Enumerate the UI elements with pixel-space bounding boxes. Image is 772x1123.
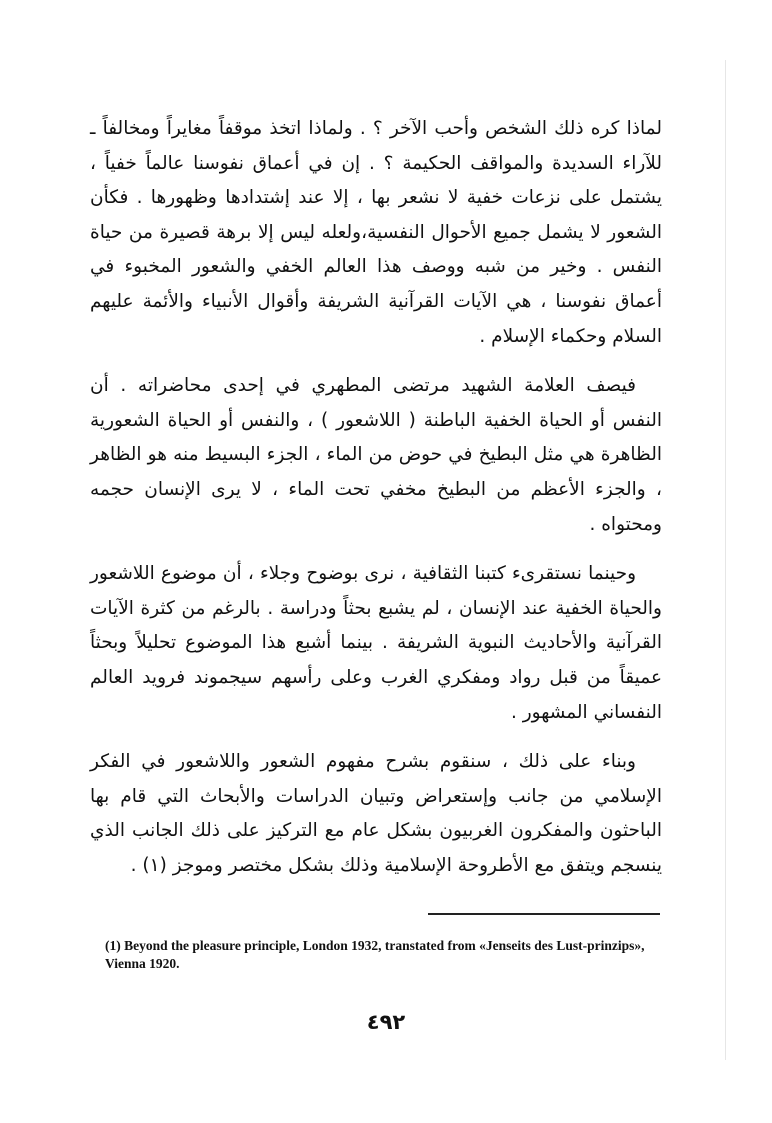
main-text <box>90 112 662 883</box>
paragraph-2: فيصف العلامة الشهيد مرتضى المطهري في إحدى محاضراته . أن النفس أو الحياة الخفية الباطنة ( اللاشعور ) ، والنفس أو الحياة الشعورية الظاهرة هي مثل البطيخ في حوض من الماء ، الجزء البسيط منه هو الظاهر ، والجزء الأعظم من البطيخ مخفي تحت الماء ، لا يرى الإنسان حجمه ومحتواه . <box>90 375 662 535</box>
footnote-divider <box>428 913 660 915</box>
paragraph-3: وحينما نستقرىء كتبنا الثقافية ، نرى بوضوح وجلاء ، أن موضوع اللاشعور والحياة الخفية عند الإنسان ، لم يشبع بحثاً ودراسة . بالرغم من كثرة الآيات القرآنية والأحاديث النبوية الشريفة . بينما أشبع هذا الموضوع تحليلاً وبحثاً عميقاً من قبل رواد ومفكري الغرب وعلى رأسهم سيجموند فرويد العالم النفساني المشهور . <box>90 563 662 723</box>
paragraph-1: لماذا كره ذلك الشخص وأحب الآخر ؟ . ولماذا اتخذ موقفاً مغايراً ومخالفاً ـ للآراء السديدة والمواقف الحكيمة ؟ . إن في أعماق نفوسنا عالماً خفياً ، يشتمل على نزعات خفية لا نشعر بها ، إلا عند إشتدادها وظهورها . فكأن الشعور لا يشمل جميع الأحوال النفسية،ولعله ليس إلا برهة قصيرة من حياة النفس . وخير من شبه ووصف هذا العالم الخفي والشعور المخبوء في أعماق نفوسنا ، هي الآيات القرآنية الشريفة وأقوال الأنبياء والأئمة عليهم السلام وحكماء الإسلام . <box>90 118 662 347</box>
page-number: ٤٩٢ <box>366 1010 406 1034</box>
footnote: (1) Beyond the pleasure principle, London 1932, transtated from «Jenseits des Lust-prinzips», Vienna 1920. <box>105 938 645 971</box>
page-edge-line <box>725 60 726 1060</box>
paragraph-4: وبناء على ذلك ، سنقوم بشرح مفهوم الشعور واللاشعور في الفكر الإسلامي من جانب وإستعراض وتبيان الدراسات والأبحاث التي قام بها الباحثون والمفكرون الغربيون بشكل عام مع التركيز على ذلك الجانب الذي ينسجم ويتفق مع الأطروحة الإسلامية وذلك بشكل مختصر وموجز (١) . <box>90 751 662 876</box>
